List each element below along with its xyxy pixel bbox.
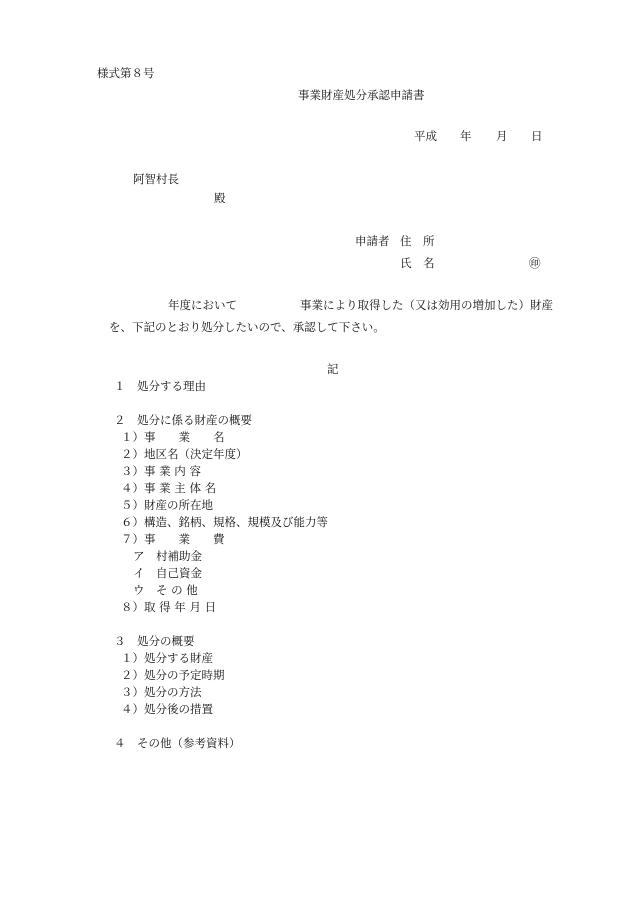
section-2-item: ８）取 得 年 月 日 (121, 600, 217, 614)
section-3-item: ３）処分の方法 (121, 685, 202, 699)
section-2-subitem: イ 自己資金 (133, 566, 202, 580)
applicant-label: 申請者 (355, 234, 390, 248)
seal-mark: ㊞ (529, 256, 541, 270)
section-3: ３ 処分の概要 (114, 634, 195, 648)
section-2-item: ６）構造、銘柄、規格、規模及び能力等 (121, 515, 328, 529)
addressee-name: 阿智村長 (133, 172, 179, 186)
date-day: 日 (531, 129, 543, 143)
section-2-item: １）事 業 名 (121, 430, 225, 444)
section-2-item: ３）事 業 内 容 (121, 464, 201, 478)
section-2-item: ５）財産の所在地 (121, 498, 213, 512)
section-4: ４ その他（参考資料） (114, 736, 241, 750)
form-number: 様式第８号 (97, 66, 155, 80)
body-text-request: を、下記のとおり処分したいので、承認して下さい。 (109, 320, 385, 334)
date-month: 月 (496, 129, 508, 143)
section-2-subitem: ウ そ の 他 (133, 583, 198, 597)
date-year: 年 (460, 129, 472, 143)
section-3-item: ４）処分後の措置 (121, 702, 213, 716)
section-2-item: ４）事 業 主 体 名 (121, 481, 217, 495)
section-2-subitem: ア 村補助金 (133, 549, 202, 563)
section-2-item: ２）地区名（決定年度） (121, 447, 248, 461)
section-1: １ 処分する理由 (114, 379, 206, 393)
date-era: 平成 (414, 129, 437, 143)
document-title: 事業財産処分承認申請書 (298, 88, 425, 102)
ki-heading: 記 (327, 362, 339, 376)
addressee-honorific: 殿 (214, 191, 226, 205)
body-text-project: 事業により取得した（又は効用の増加した）財産 (300, 298, 553, 312)
section-3-item: ２）処分の予定時期 (121, 668, 225, 682)
body-text-fiscal-year: 年度において (168, 298, 237, 312)
applicant-name-label: 氏 名 (400, 256, 435, 270)
section-2-item: ７）事 業 費 (121, 532, 225, 546)
section-3-item: １）処分する財産 (121, 651, 213, 665)
applicant-address-label: 住 所 (400, 234, 435, 248)
section-2: ２ 処分に係る財産の概要 (114, 413, 252, 427)
